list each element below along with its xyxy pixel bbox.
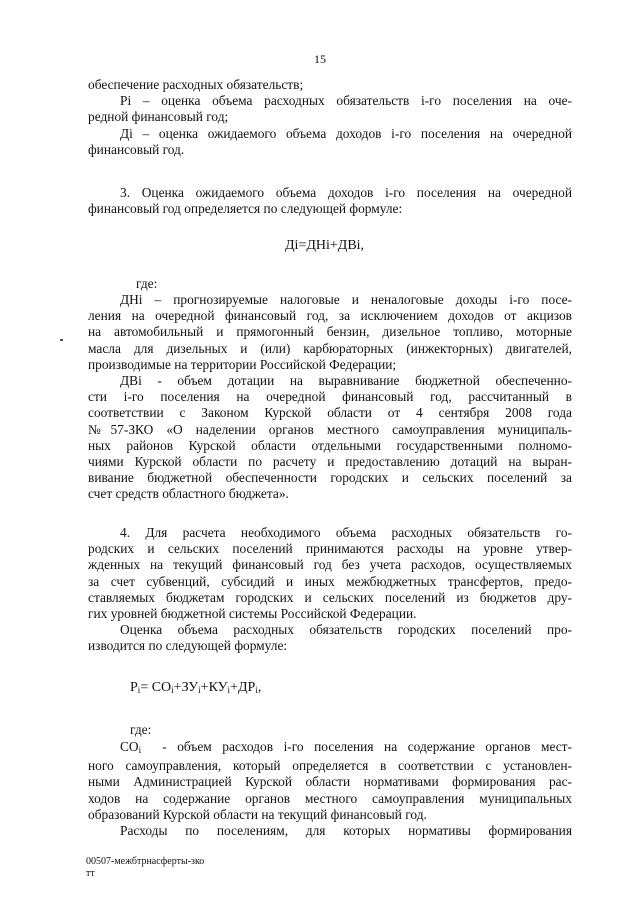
footer-line: тт	[86, 868, 95, 879]
term-definition: - объем расходов i-го поселения на содержание органов мест-	[162, 739, 572, 754]
text-line: 3. Оценка ожидаемого объема доходов i-го поселения на очередной	[120, 185, 572, 200]
text-line: производимые на территории Российской Федерации;	[88, 356, 397, 372]
text-line: Pi – оценка объема расходных обязательств i-го поселения на оче-	[120, 93, 572, 109]
formula-subscript: i	[171, 685, 174, 695]
formula-income: Дi=ДНi+ДВi,	[285, 238, 365, 253]
text-line: Оценка объема расходных обязательств городских поселений про-	[120, 622, 572, 638]
formula-subscript: i	[137, 685, 141, 695]
text-line: Расходы по поселениям, для которых нормативы формирования	[120, 823, 572, 839]
text-line: ного самоуправления, который определяется в соответствии с установлен-	[88, 758, 572, 774]
formula-term: +ЗУ	[173, 680, 199, 695]
text-line: №57-ЗКО «О наделении органов местного самоуправления муниципаль-	[88, 421, 572, 437]
text-line: ДНi – прогнозируемые налоговые и неналоговые доходы i-го посе-	[120, 292, 572, 307]
formula-expenditure	[130, 680, 261, 696]
text-line: масла для дизельных и (или) карбюраторных (инжекторных) двигателей,	[88, 340, 572, 356]
formula-subscript: i	[227, 685, 231, 695]
footer-file-reference	[86, 856, 204, 880]
text-line: ными Администрацией Курской области нормативами формирования рас-	[88, 774, 572, 790]
text-line: изводится по следующей формуле:	[88, 638, 288, 654]
text-line: образований Курской области на текущий финансовый год.	[88, 806, 427, 822]
text-line: ДВi - объем дотации на выравнивание бюджетной обеспеченно-	[120, 373, 572, 389]
formula-term: +ДР	[230, 680, 256, 695]
footer-line: 00507-межбтрнасферты-зко	[86, 856, 205, 867]
text-line: редной финансовый год;	[88, 109, 229, 125]
text-line: 4. Для расчета необходимого объема расходных обязательств го-	[120, 525, 572, 540]
text-line: гих уровней бюджетной системы Российской Федерации.	[88, 606, 417, 622]
text-line: соответствии с Законом Курской области от 4 сентября 2008 года	[88, 405, 572, 421]
text-line: Дi – оценка ожидаемого объема доходов i-го поселения на очередной	[120, 125, 572, 141]
text-line: за счет субвенций, субсидий и иных межбюджетных трансфертов, предо-	[88, 573, 572, 589]
text-line: родских и сельских поселений принимаются расходы на уровне утвер-	[88, 541, 572, 557]
formula-subscript: i	[138, 745, 142, 755]
margin-mark	[60, 339, 63, 341]
formula-term: +КУ	[200, 680, 228, 695]
where-label: где:	[136, 276, 158, 291]
text-line: ходов на содержание органов местного самоуправления муниципальных	[88, 790, 572, 806]
text-line: чиями Курской области по расчету и предоставлению дотаций на выран-	[88, 454, 572, 470]
paragraph-section-4	[88, 525, 572, 655]
formula-term: P	[130, 680, 138, 695]
page-number: 15	[314, 52, 326, 66]
text-line	[88, 739, 572, 758]
text-line: сти i-го поселения на очередной финансовый год, рассчитанный в	[88, 389, 572, 405]
paragraph-definitions-expenditure	[88, 739, 572, 839]
formula-term: = СО	[140, 680, 172, 695]
text-line: счет средств областного бюджета».	[88, 486, 289, 502]
text-line: обеспечение расходных обязательств;	[88, 77, 304, 92]
text-line: ных районов Курской области отдельными государственными полномо-	[88, 437, 572, 453]
text-line: вивание бюджетной обеспеченности городских и сельских поселений за	[88, 470, 572, 486]
text-line: финансовый год.	[88, 141, 185, 157]
paragraph-definitions-income	[88, 292, 572, 503]
text-line: финансовый год определяется по следующей формуле:	[88, 201, 403, 217]
formula-subscript: i	[198, 685, 201, 695]
text-line: на автомобильный и прямогонный бензин, дизельное топливо, моторные	[88, 324, 572, 340]
where-label: где:	[130, 722, 152, 737]
formula-subscript: i	[255, 685, 258, 695]
paragraph-section-3	[88, 185, 572, 217]
paragraph-definitions-top	[88, 77, 572, 158]
text-line: ления на очередной финансовый год, за исключением доходов от акцизов	[88, 308, 572, 324]
text-line: ставляемых бюджетам городских и сельских поселений из бюджетов дру-	[88, 589, 572, 605]
text-line: жденных на текущий финансовый год без учета расходов, осуществляемых	[88, 557, 572, 573]
term-co: СО	[120, 739, 139, 754]
formula-term: ,	[257, 680, 262, 695]
